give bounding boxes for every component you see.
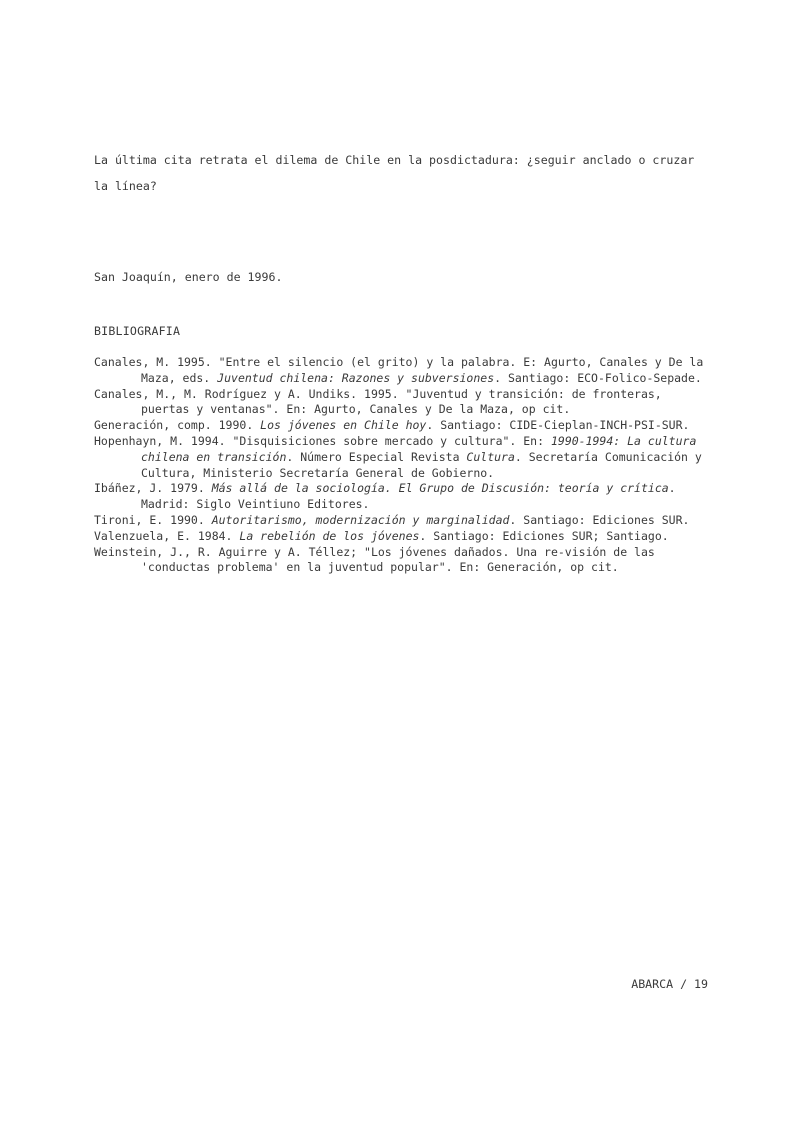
bibliography-entry: Canales, M. 1995. "Entre el silencio (el grito) y la palabra. E: Agurto, Canales y De la Maza, eds. Juventud chilena: Razones y subversiones. Santiago: ECO-Folico-Sepade. [94, 355, 704, 385]
bibliography-entry: Hopenhayn, M. 1994. "Disquisiciones sobre mercado y cultura". En: 1990-1994: La cultura chilena en transición. Número Especial Revista Cultura. Secretaría Comunicación y Cultura, Ministerio Secretaría General de Gobierno. [94, 433, 702, 480]
page-footer: ABARCA / 19 [631, 977, 708, 991]
bibliography-entry: Valenzuela, E. 1984. La rebelión de los jóvenes. Santiago: Ediciones SUR; Santiago. [94, 528, 669, 543]
bibliography-heading: BIBLIOGRAFIA [94, 324, 181, 338]
bibliography-entry: Canales, M., M. Rodríguez y A. Undiks. 1995. "Juventud y transición: de fronteras, puertas y ventanas". En: Agurto, Canales y De la Maza, op cit. [94, 386, 662, 417]
bibliography-entry: Generación, comp. 1990. Los jóvenes en Chile hoy. Santiago: CIDE-Cieplan-INCH-PSI-SUR. [94, 418, 690, 433]
bibliography-entry: Ibáñez, J. 1979. Más allá de la sociología. El Grupo de Discusión: teoría y crítica. Madrid: Siglo Veintiuno Editores. [94, 481, 676, 512]
bibliography-entry: Weinstein, J., R. Aguirre y A. Téllez; "Los jóvenes dañados. Una re-visión de las 'conductas problema' en la juventud popular". En: Generación, op cit. [94, 544, 655, 575]
bibliography-list [94, 355, 710, 576]
place-date-line: San Joaquín, enero de 1996. [94, 270, 283, 284]
bibliography-entry: Tironi, E. 1990. Autoritarismo, modernización y marginalidad. Santiago: Ediciones SUR. [94, 512, 690, 527]
closing-paragraph: La última cita retrata el dilema de Chile en la posdictadura: ¿seguir anclado o cruzar la línea? [94, 153, 695, 193]
